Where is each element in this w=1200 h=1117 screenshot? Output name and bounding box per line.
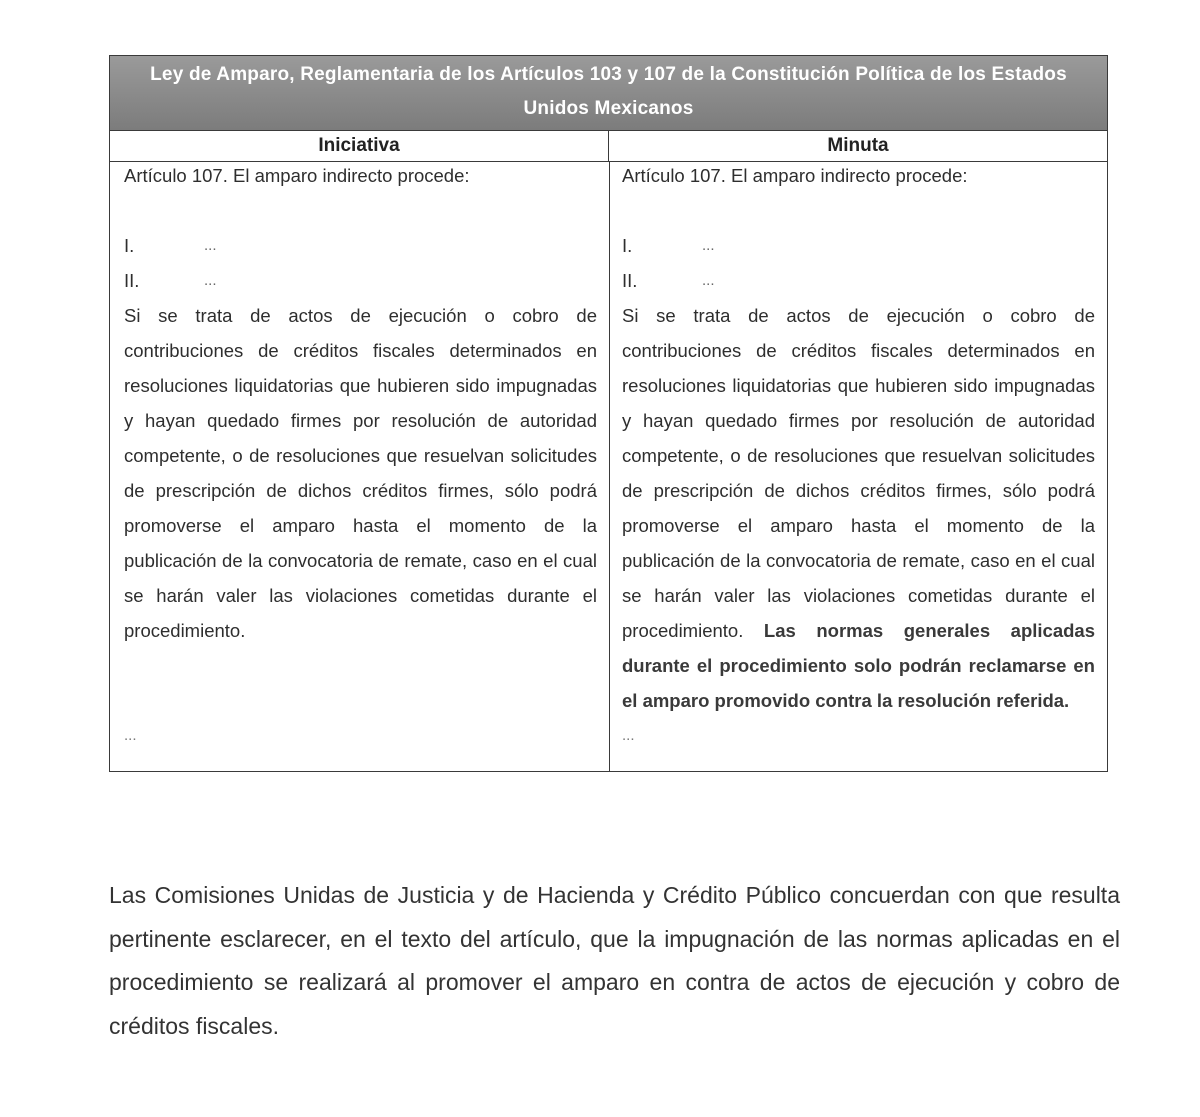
fraction-number: I. (124, 235, 135, 256)
iniciativa-paragraph: Si se trata de actos de ejecución o cobro de contribuciones de créditos fiscales determinados en resoluciones liquidatorias que hubieren sido impugnadas y hayan quedado firmes por resolución de autoridad competente, o de resoluciones que resuelvan solicitudes de prescripción de dichos créditos firmes, sólo podrá promoverse el amparo hasta el momento de la publicación de la convocatoria de remate, caso en el cual se harán valer las violaciones cometidas durante el procedimiento. (124, 305, 597, 641)
iniciativa-trailing-ellipsis: ... (124, 727, 137, 744)
column-header-minuta: Minuta (827, 135, 889, 156)
body-paragraph: Las Comisiones Unidas de Justicia y de Hacienda y Crédito Público concuerdan con que resulta pertinente esclarecer, en el texto del artículo, que la impugnación de las normas aplicadas en el procedimiento se realizará al promover el amparo en contra de actos de ejecución y cobro de créditos fiscales. (109, 882, 1120, 1039)
omission-dots: ... (702, 272, 715, 289)
minuta-paragraph-text: Si se trata de actos de ejecución o cobro de contribuciones de créditos fiscales determinados en resoluciones liquidatorias que hubieren sido impugnadas y hayan quedado firmes por resolución de autoridad competente, o de resoluciones que resuelvan solicitudes de prescripción de dichos créditos firmes, sólo podrá promoverse el amparo hasta el momento de la publicación de la convocatoria de remate, caso en el cual se harán valer las violaciones cometidas durante el procedimiento. (622, 305, 1095, 641)
fraction-number: I. (622, 235, 633, 256)
iniciativa-fraction-i (124, 228, 597, 263)
minuta-fraction-ii (622, 263, 1095, 298)
column-header-iniciativa: Iniciativa (110, 131, 609, 161)
table-title: Ley de Amparo, Reglamentaria de los Artículos 103 y 107 de la Constitución Política de los Estados Unidos Mexicanos (110, 56, 1107, 131)
omission-dots: ... (204, 237, 217, 254)
iniciativa-fraction-ii (124, 263, 597, 298)
minuta-fraction-i (622, 228, 1095, 263)
fraction-number: II. (124, 270, 140, 291)
iniciativa-column (110, 162, 610, 771)
spacer (124, 193, 597, 228)
minuta-added-text: Las normas generales aplicadas durante el procedimiento solo podrán reclamarse en el amparo promovido contra la resolución referida. (622, 620, 1095, 711)
minuta-article-heading: Artículo 107. El amparo indirecto procede: (622, 165, 968, 186)
omission-dots: ... (702, 237, 715, 254)
fraction-number: II. (622, 270, 638, 291)
table-body (110, 162, 1107, 771)
iniciativa-article-heading: Artículo 107. El amparo indirecto procede: (124, 165, 470, 186)
minuta-trailing-ellipsis: ... (622, 727, 635, 744)
minuta-paragraph (622, 298, 1095, 718)
comparison-table (109, 55, 1108, 772)
minuta-column (610, 162, 1107, 771)
spacer (622, 193, 1095, 228)
omission-dots: ... (204, 272, 217, 289)
